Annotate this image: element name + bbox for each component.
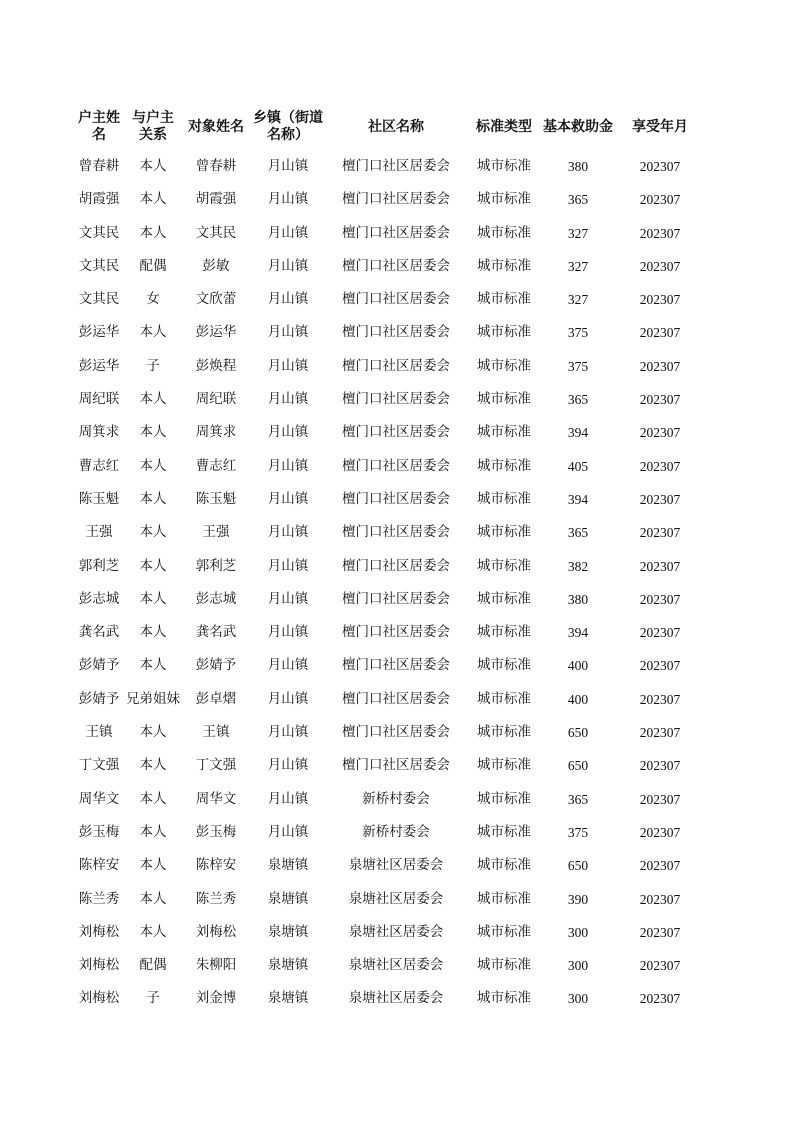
- cell-householder-name: 王强: [85, 524, 113, 541]
- table-row: [72, 982, 704, 1015]
- cell-householder-name: 郭利芝: [78, 557, 120, 574]
- cell-community: 檀门口社区居委会: [342, 291, 450, 308]
- cell-householder-name: 曹志红: [78, 457, 120, 474]
- header-standard-type: 标准类型: [476, 118, 532, 135]
- cell-relationship: 本人: [139, 224, 167, 241]
- table-row: [72, 250, 704, 283]
- cell-basic-aid: 400: [567, 691, 589, 707]
- header-township: 乡镇（街道名称）: [253, 110, 323, 143]
- table-row: [72, 383, 704, 416]
- table-row: [72, 916, 704, 949]
- cell-township: 月山镇: [267, 357, 309, 374]
- cell-township: 月山镇: [267, 324, 309, 341]
- cell-householder-name: 文其民: [78, 257, 120, 274]
- table-row: [72, 883, 704, 916]
- cell-township: 月山镇: [267, 757, 309, 774]
- cell-basic-aid: 380: [567, 159, 589, 174]
- cell-period: 202307: [639, 625, 681, 641]
- cell-recipient-name: 曹志红: [195, 457, 237, 474]
- cell-householder-name: 胡霞强: [78, 191, 120, 208]
- cell-township: 月山镇: [267, 224, 309, 241]
- cell-householder-name: 丁文强: [78, 757, 120, 774]
- cell-basic-aid: 394: [567, 491, 589, 507]
- cell-householder-name: 彭婧予: [78, 657, 120, 674]
- cell-householder-name: 陈玉魁: [78, 490, 120, 507]
- cell-community: 泉塘社区居委会: [348, 923, 444, 940]
- cell-community: 檀门口社区居委会: [342, 257, 450, 274]
- cell-householder-name: 彭婧予: [78, 690, 120, 707]
- cell-community: 檀门口社区居委会: [342, 224, 450, 241]
- cell-township: 月山镇: [267, 557, 309, 574]
- cell-relationship: 本人: [139, 790, 167, 807]
- cell-relationship: 本人: [139, 923, 167, 940]
- cell-standard-type: 城市标准: [477, 391, 531, 408]
- cell-relationship: 本人: [139, 158, 167, 174]
- cell-recipient-name: 王镇: [202, 724, 230, 741]
- cell-basic-aid: 300: [567, 958, 589, 974]
- cell-recipient-name: 周华文: [195, 790, 237, 807]
- table-row: [72, 150, 704, 183]
- cell-recipient-name: 朱柳阳: [195, 957, 237, 974]
- cell-period: 202307: [639, 458, 681, 474]
- cell-householder-name: 文其民: [78, 291, 120, 308]
- cell-basic-aid: 394: [567, 425, 589, 441]
- cell-period: 202307: [639, 658, 681, 674]
- cell-standard-type: 城市标准: [477, 257, 531, 274]
- cell-relationship: 本人: [139, 457, 167, 474]
- cell-township: 月山镇: [267, 257, 309, 274]
- cell-relationship: 女: [146, 291, 160, 308]
- cell-basic-aid: 375: [567, 824, 589, 840]
- header-community: 社区名称: [368, 118, 424, 135]
- cell-recipient-name: 王强: [202, 524, 230, 541]
- cell-basic-aid: 390: [567, 891, 589, 907]
- table-row: [72, 450, 704, 483]
- cell-standard-type: 城市标准: [477, 890, 531, 907]
- cell-community: 泉塘社区居委会: [348, 990, 444, 1007]
- cell-period: 202307: [639, 159, 681, 174]
- cell-standard-type: 城市标准: [477, 324, 531, 341]
- cell-period: 202307: [639, 192, 681, 208]
- cell-basic-aid: 394: [567, 625, 589, 641]
- cell-recipient-name: 彭卓熠: [195, 690, 237, 707]
- cell-recipient-name: 周箕求: [195, 424, 237, 441]
- cell-standard-type: 城市标准: [477, 690, 531, 707]
- cell-standard-type: 城市标准: [477, 957, 531, 974]
- cell-basic-aid: 650: [567, 725, 589, 741]
- cell-basic-aid: 375: [567, 325, 589, 341]
- cell-township: 月山镇: [267, 590, 309, 607]
- cell-period: 202307: [639, 791, 681, 807]
- header-householder-name: 户主姓名: [78, 110, 120, 143]
- cell-basic-aid: 300: [567, 991, 589, 1007]
- table-row: [72, 749, 704, 782]
- cell-township: 月山镇: [267, 624, 309, 641]
- cell-recipient-name: 陈梓安: [195, 857, 237, 874]
- cell-relationship: 兄弟姐妹: [126, 690, 180, 707]
- cell-standard-type: 城市标准: [477, 790, 531, 807]
- cell-relationship: 子: [146, 357, 160, 374]
- table-row: [72, 550, 704, 583]
- cell-township: 月山镇: [267, 524, 309, 541]
- cell-community: 檀门口社区居委会: [342, 557, 450, 574]
- cell-standard-type: 城市标准: [477, 224, 531, 241]
- table-row: [72, 217, 704, 250]
- cell-standard-type: 城市标准: [477, 524, 531, 541]
- cell-relationship: 子: [146, 990, 160, 1007]
- cell-relationship: 本人: [139, 557, 167, 574]
- cell-relationship: 本人: [139, 890, 167, 907]
- cell-standard-type: 城市标准: [477, 857, 531, 874]
- cell-period: 202307: [639, 824, 681, 840]
- table-row: [72, 350, 704, 383]
- table-row: [72, 683, 704, 716]
- cell-relationship: 本人: [139, 857, 167, 874]
- cell-relationship: 本人: [139, 524, 167, 541]
- cell-period: 202307: [639, 292, 681, 308]
- header-relationship: 与户主关系: [132, 110, 174, 143]
- cell-period: 202307: [639, 325, 681, 341]
- cell-period: 202307: [639, 491, 681, 507]
- cell-householder-name: 龚名武: [78, 624, 120, 641]
- cell-householder-name: 刘梅松: [78, 923, 120, 940]
- cell-relationship: 本人: [139, 757, 167, 774]
- cell-householder-name: 文其民: [78, 224, 120, 241]
- cell-relationship: 本人: [139, 724, 167, 741]
- cell-basic-aid: 380: [567, 591, 589, 607]
- cell-recipient-name: 陈兰秀: [195, 890, 237, 907]
- cell-period: 202307: [639, 358, 681, 374]
- table-row: [72, 483, 704, 516]
- cell-basic-aid: 300: [567, 924, 589, 940]
- cell-basic-aid: 382: [567, 558, 589, 574]
- cell-recipient-name: 彭运华: [195, 324, 237, 341]
- cell-standard-type: 城市标准: [477, 457, 531, 474]
- cell-basic-aid: 365: [567, 525, 589, 541]
- cell-township: 月山镇: [267, 391, 309, 408]
- table-row: [72, 649, 704, 682]
- cell-community: 檀门口社区居委会: [342, 657, 450, 674]
- cell-relationship: 配偶: [139, 257, 167, 274]
- cell-community: 檀门口社区居委会: [342, 391, 450, 408]
- table-row: [72, 783, 704, 816]
- table-row: [72, 616, 704, 649]
- cell-period: 202307: [639, 924, 681, 940]
- cell-period: 202307: [639, 891, 681, 907]
- cell-community: 檀门口社区居委会: [342, 457, 450, 474]
- cell-township: 泉塘镇: [267, 890, 309, 907]
- cell-recipient-name: 彭敏: [202, 257, 230, 274]
- cell-standard-type: 城市标准: [477, 424, 531, 441]
- cell-community: 泉塘社区居委会: [348, 857, 444, 874]
- cell-relationship: 配偶: [139, 957, 167, 974]
- cell-township: 泉塘镇: [267, 923, 309, 940]
- cell-relationship: 本人: [139, 490, 167, 507]
- table-row: [72, 949, 704, 982]
- header-row: [72, 104, 704, 150]
- cell-community: 泉塘社区居委会: [348, 957, 444, 974]
- cell-township: 月山镇: [267, 690, 309, 707]
- cell-standard-type: 城市标准: [477, 624, 531, 641]
- cell-period: 202307: [639, 725, 681, 741]
- cell-standard-type: 城市标准: [477, 990, 531, 1007]
- cell-standard-type: 城市标准: [477, 191, 531, 208]
- table-row: [72, 583, 704, 616]
- cell-recipient-name: 彭志城: [195, 590, 237, 607]
- header-period: 享受年月: [632, 118, 688, 135]
- cell-standard-type: 城市标准: [477, 291, 531, 308]
- cell-recipient-name: 陈玉魁: [195, 490, 237, 507]
- cell-basic-aid: 327: [567, 292, 589, 308]
- cell-householder-name: 刘梅松: [78, 990, 120, 1007]
- cell-period: 202307: [639, 991, 681, 1007]
- cell-township: 月山镇: [267, 158, 309, 174]
- cell-township: 月山镇: [267, 191, 309, 208]
- cell-basic-aid: 405: [567, 458, 589, 474]
- cell-relationship: 本人: [139, 424, 167, 441]
- cell-community: 檀门口社区居委会: [342, 357, 450, 374]
- cell-recipient-name: 郭利芝: [195, 557, 237, 574]
- cell-recipient-name: 彭焕程: [195, 357, 237, 374]
- cell-relationship: 本人: [139, 823, 167, 840]
- cell-community: 檀门口社区居委会: [342, 524, 450, 541]
- cell-community: 檀门口社区居委会: [342, 757, 450, 774]
- cell-standard-type: 城市标准: [477, 158, 531, 174]
- cell-community: 檀门口社区居委会: [342, 324, 450, 341]
- cell-standard-type: 城市标准: [477, 590, 531, 607]
- cell-period: 202307: [639, 558, 681, 574]
- cell-householder-name: 周纪联: [78, 391, 120, 408]
- cell-householder-name: 周华文: [78, 790, 120, 807]
- cell-householder-name: 彭运华: [78, 324, 120, 341]
- cell-community: 新桥村委会: [362, 823, 430, 840]
- cell-standard-type: 城市标准: [477, 757, 531, 774]
- cell-householder-name: 曾春耕: [78, 158, 120, 174]
- cell-standard-type: 城市标准: [477, 823, 531, 840]
- cell-relationship: 本人: [139, 624, 167, 641]
- cell-recipient-name: 丁文强: [195, 757, 237, 774]
- cell-township: 月山镇: [267, 724, 309, 741]
- cell-period: 202307: [639, 258, 681, 274]
- cell-community: 檀门口社区居委会: [342, 191, 450, 208]
- table-body: [72, 150, 704, 1016]
- cell-recipient-name: 刘梅松: [195, 923, 237, 940]
- cell-community: 檀门口社区居委会: [342, 424, 450, 441]
- cell-relationship: 本人: [139, 657, 167, 674]
- cell-community: 檀门口社区居委会: [342, 624, 450, 641]
- cell-recipient-name: 文欣蕾: [195, 291, 237, 308]
- cell-township: 月山镇: [267, 657, 309, 674]
- cell-township: 泉塘镇: [267, 857, 309, 874]
- cell-recipient-name: 胡霞强: [195, 191, 237, 208]
- header-basic-aid: 基本救助金: [543, 118, 613, 135]
- table-row: [72, 716, 704, 749]
- cell-relationship: 本人: [139, 590, 167, 607]
- cell-community: 檀门口社区居委会: [342, 690, 450, 707]
- cell-recipient-name: 彭玉梅: [195, 823, 237, 840]
- cell-township: 月山镇: [267, 823, 309, 840]
- cell-basic-aid: 650: [567, 758, 589, 774]
- cell-period: 202307: [639, 758, 681, 774]
- cell-township: 泉塘镇: [267, 990, 309, 1007]
- cell-relationship: 本人: [139, 191, 167, 208]
- cell-householder-name: 周箕求: [78, 424, 120, 441]
- cell-standard-type: 城市标准: [477, 357, 531, 374]
- cell-recipient-name: 文其民: [195, 224, 237, 241]
- cell-standard-type: 城市标准: [477, 724, 531, 741]
- cell-period: 202307: [639, 425, 681, 441]
- cell-recipient-name: 龚名武: [195, 624, 237, 641]
- table-row: [72, 283, 704, 316]
- cell-period: 202307: [639, 591, 681, 607]
- cell-householder-name: 陈兰秀: [78, 890, 120, 907]
- header-recipient-name: 对象姓名: [188, 118, 244, 135]
- cell-period: 202307: [639, 691, 681, 707]
- cell-basic-aid: 327: [567, 258, 589, 274]
- cell-householder-name: 彭运华: [78, 357, 120, 374]
- cell-standard-type: 城市标准: [477, 923, 531, 940]
- cell-householder-name: 彭志城: [78, 590, 120, 607]
- table-row: [72, 849, 704, 882]
- cell-standard-type: 城市标准: [477, 657, 531, 674]
- assistance-roster-table: [72, 104, 704, 1016]
- cell-community: 檀门口社区居委会: [342, 158, 450, 174]
- table-row: [72, 316, 704, 349]
- table-row: [72, 516, 704, 549]
- cell-basic-aid: 365: [567, 392, 589, 408]
- cell-township: 月山镇: [267, 291, 309, 308]
- cell-householder-name: 刘梅松: [78, 957, 120, 974]
- cell-community: 泉塘社区居委会: [348, 890, 444, 907]
- cell-recipient-name: 彭婧予: [195, 657, 237, 674]
- cell-basic-aid: 327: [567, 225, 589, 241]
- cell-basic-aid: 375: [567, 358, 589, 374]
- cell-householder-name: 陈梓安: [78, 857, 120, 874]
- cell-basic-aid: 650: [567, 858, 589, 874]
- cell-basic-aid: 400: [567, 658, 589, 674]
- cell-recipient-name: 刘金博: [195, 990, 237, 1007]
- cell-community: 新桥村委会: [362, 790, 430, 807]
- cell-township: 月山镇: [267, 457, 309, 474]
- table-row: [72, 416, 704, 449]
- cell-period: 202307: [639, 858, 681, 874]
- cell-period: 202307: [639, 525, 681, 541]
- cell-householder-name: 彭玉梅: [78, 823, 120, 840]
- cell-period: 202307: [639, 958, 681, 974]
- cell-householder-name: 王镇: [85, 724, 113, 741]
- cell-township: 月山镇: [267, 790, 309, 807]
- cell-township: 月山镇: [267, 490, 309, 507]
- cell-community: 檀门口社区居委会: [342, 490, 450, 507]
- cell-basic-aid: 365: [567, 192, 589, 208]
- cell-township: 月山镇: [267, 424, 309, 441]
- cell-community: 檀门口社区居委会: [342, 590, 450, 607]
- cell-relationship: 本人: [139, 391, 167, 408]
- cell-period: 202307: [639, 392, 681, 408]
- table-header: [72, 104, 704, 150]
- cell-relationship: 本人: [139, 324, 167, 341]
- cell-period: 202307: [639, 225, 681, 241]
- cell-standard-type: 城市标准: [477, 557, 531, 574]
- table-row: [72, 183, 704, 216]
- cell-recipient-name: 周纪联: [195, 391, 237, 408]
- cell-standard-type: 城市标准: [477, 490, 531, 507]
- table-row: [72, 816, 704, 849]
- cell-basic-aid: 365: [567, 791, 589, 807]
- cell-township: 泉塘镇: [267, 957, 309, 974]
- cell-recipient-name: 曾春耕: [195, 158, 237, 174]
- cell-community: 檀门口社区居委会: [342, 724, 450, 741]
